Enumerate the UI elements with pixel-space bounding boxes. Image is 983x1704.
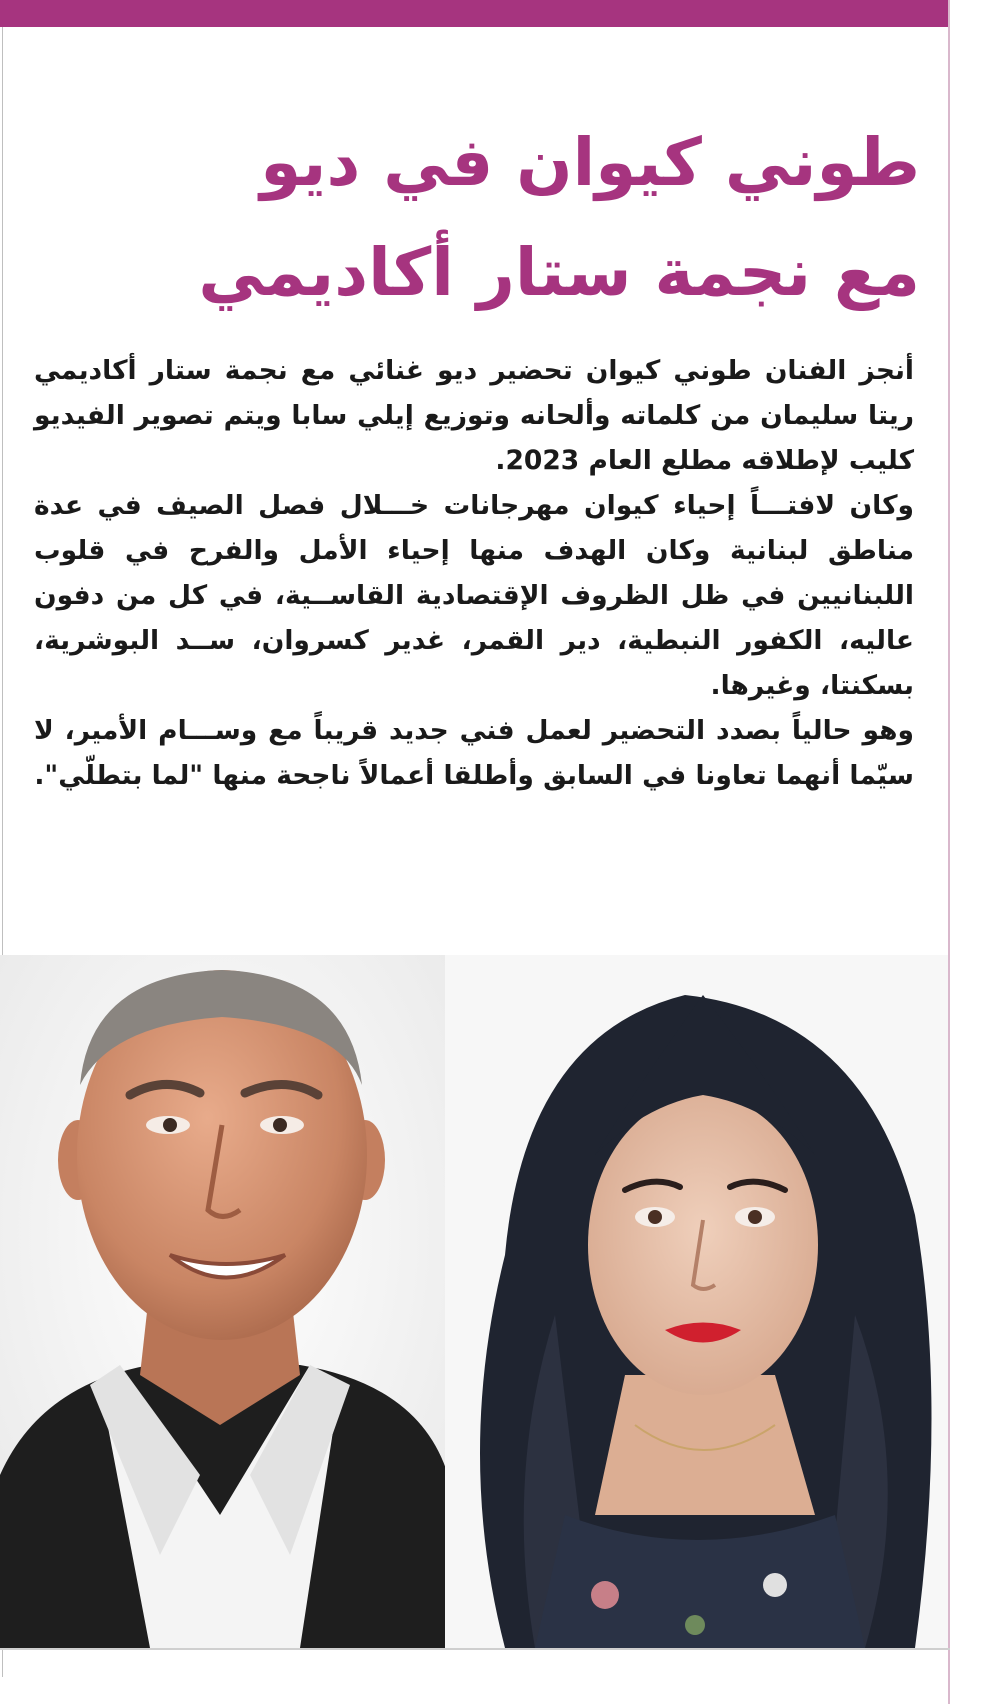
- photo-section: [0, 955, 948, 1648]
- paragraph-3: وهو حالياً بصدد التحضير لعمل فني جديد قريباً مع وســـام الأمير، لا سيّما أنهما تعاونا في السابق وأطلقا أعمالاً ناجحة منها "لما بتطلّي".: [34, 715, 914, 791]
- top-accent-bar: [0, 0, 948, 27]
- page-border-right: [948, 0, 950, 1704]
- woman-portrait-photo: [445, 955, 948, 1648]
- headline-line-2: مع نجمة ستار أكاديمي: [198, 234, 920, 311]
- paragraph-1: أنجز الفنان طوني كيوان تحضير ديو غنائي مع نجمة ستار أكاديمي ريتا سليمان من كلماته وألحانه وتوزيع إيلي سابا ويتم تصوير الفيديو كليب لإطلاقه مطلع العام 2023.: [34, 355, 914, 476]
- article-headline: [20, 108, 920, 328]
- paragraph-2: وكان لافتـــاً إحياء كيوان مهرجانات خـــلال فصل الصيف في عدة مناطق لبنانية وكان الهدف منها إحياء الأمل والفرح في قلوب اللبنانيين في ظل الظروف الإقتصادية القاســية، في كل من دفون عاليه، الكفور النبطية، دير القمر، غدير كسروان، ســد البوشرية، بسكنتا، وغيرها.: [34, 490, 914, 701]
- headline-line-1: طوني كيوان في ديو: [260, 124, 920, 201]
- man-portrait-photo: [0, 955, 448, 1648]
- article-body: [34, 348, 914, 798]
- bottom-rule: [0, 1648, 950, 1650]
